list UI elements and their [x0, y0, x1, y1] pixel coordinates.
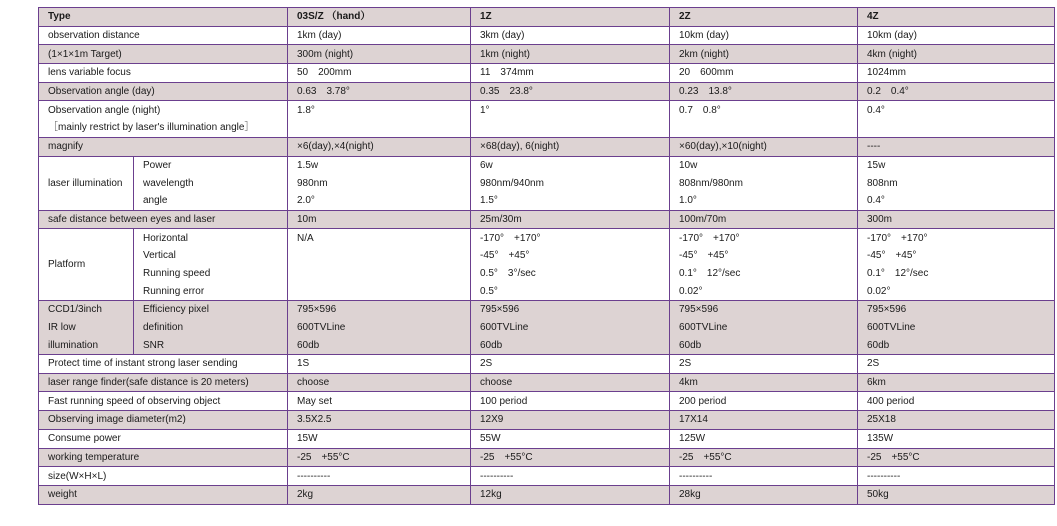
cell-03sz: 600TVLine — [288, 319, 471, 337]
cell-1z: 0.35 23.8° — [471, 82, 670, 101]
row-sublabel: Efficiency pixel — [134, 301, 288, 319]
row-sublabel: Horizontal — [134, 229, 288, 247]
cell-4z: 1024mm — [858, 64, 1055, 83]
row-label: safe distance between eyes and laser — [39, 210, 288, 229]
row-label: Observation angle (night) — [39, 101, 288, 119]
cell-03sz: 15W — [288, 429, 471, 448]
cell-1z: 25m/30m — [471, 210, 670, 229]
cell-4z: ---- — [858, 137, 1055, 156]
header-03sz: 03S/Z （hand） — [288, 8, 471, 27]
cell-1z: ×68(day), 6(night) — [471, 137, 670, 156]
cell-03sz: N/A — [288, 229, 471, 247]
row-consume-power — [39, 429, 1055, 448]
row-image-diameter — [39, 411, 1055, 430]
row-protect-time — [39, 355, 1055, 374]
row-label: lens variable focus — [39, 64, 288, 83]
row-sublabel: wavelength — [134, 174, 288, 192]
cell-2z: 1.0° — [670, 192, 858, 210]
row-label: magnify — [39, 137, 288, 156]
cell-03sz: 300m (night) — [288, 45, 471, 64]
cell-4z: 0.4° — [858, 192, 1055, 210]
cell-1z: -170° +170° — [471, 229, 670, 247]
cell-1z: 600TVLine — [471, 319, 670, 337]
cell-4z: -170° +170° — [858, 229, 1055, 247]
group-ccd-line2: IR low — [39, 319, 134, 337]
cell-1z: 3km (day) — [471, 26, 670, 45]
cell-03sz: choose — [288, 373, 471, 392]
cell-03sz: May set — [288, 392, 471, 411]
cell-03sz: 1S — [288, 355, 471, 374]
cell-2z: 795×596 — [670, 301, 858, 319]
cell-03sz: ---------- — [288, 467, 471, 486]
row-sublabel: SNR — [134, 336, 288, 354]
row-sublabel: Running speed — [134, 265, 288, 283]
cell-1z: 0.5° 3°/sec — [471, 265, 670, 283]
spec-table — [38, 7, 1055, 505]
cell-1z: 1.5° — [471, 192, 670, 210]
cell-03sz: -25 +55°C — [288, 448, 471, 467]
cell-4z: 15w — [858, 156, 1055, 174]
cell-03sz: 1.8° — [288, 101, 471, 119]
row-label: weight — [39, 485, 288, 504]
cell-2z: 125W — [670, 429, 858, 448]
row-safe-distance — [39, 210, 1055, 229]
cell-03sz — [288, 119, 471, 137]
header-1z: 1Z — [471, 8, 670, 27]
cell-03sz: 2.0° — [288, 192, 471, 210]
cell-4z: 60db — [858, 336, 1055, 354]
cell-1z: 1° — [471, 101, 670, 119]
cell-2z: 10w — [670, 156, 858, 174]
row-label: ［mainly restrict by laser's illumination angle］ — [39, 119, 288, 137]
cell-03sz: 795×596 — [288, 301, 471, 319]
row-label: working temperature — [39, 448, 288, 467]
row-sublabel: Running error — [134, 282, 288, 300]
row-size — [39, 467, 1055, 486]
cell-03sz: 1km (day) — [288, 26, 471, 45]
cell-03sz: 2kg — [288, 485, 471, 504]
cell-1z: 11 374mm — [471, 64, 670, 83]
cell-1z: 100 period — [471, 392, 670, 411]
cell-2z: 20 600mm — [670, 64, 858, 83]
row-lens-focus — [39, 64, 1055, 83]
row-magnify — [39, 137, 1055, 156]
row-platform-vertical — [39, 247, 1055, 265]
cell-4z: 300m — [858, 210, 1055, 229]
cell-1z: 55W — [471, 429, 670, 448]
cell-03sz: 60db — [288, 336, 471, 354]
cell-1z — [471, 119, 670, 137]
row-platform-horizontal — [39, 229, 1055, 247]
cell-4z: 0.1° 12°/sec — [858, 265, 1055, 283]
cell-1z: 0.5° — [471, 282, 670, 300]
cell-1z: 60db — [471, 336, 670, 354]
cell-03sz: 50 200mm — [288, 64, 471, 83]
row-ccd-snr — [39, 336, 1055, 354]
cell-1z: ---------- — [471, 467, 670, 486]
row-label: Observation angle (day) — [39, 82, 288, 101]
cell-2z: ---------- — [670, 467, 858, 486]
cell-1z: -25 +55°C — [471, 448, 670, 467]
row-working-temperature — [39, 448, 1055, 467]
cell-4z: 0.02° — [858, 282, 1055, 300]
cell-2z: 100m/70m — [670, 210, 858, 229]
row-label: Observing image diameter(m2) — [39, 411, 288, 430]
cell-03sz: 3.5X2.5 — [288, 411, 471, 430]
row-sublabel: Vertical — [134, 247, 288, 265]
row-sublabel: definition — [134, 319, 288, 337]
cell-2z: 17X14 — [670, 411, 858, 430]
cell-03sz — [288, 282, 471, 300]
cell-03sz — [288, 247, 471, 265]
cell-1z: 795×596 — [471, 301, 670, 319]
cell-2z: 200 period — [670, 392, 858, 411]
row-label: Fast running speed of observing object — [39, 392, 288, 411]
cell-4z — [858, 119, 1055, 137]
cell-03sz: 10m — [288, 210, 471, 229]
cell-2z: 2km (night) — [670, 45, 858, 64]
cell-03sz — [288, 265, 471, 283]
cell-03sz: ×6(day),×4(night) — [288, 137, 471, 156]
cell-2z: 2S — [670, 355, 858, 374]
cell-4z: 2S — [858, 355, 1055, 374]
cell-4z: 795×596 — [858, 301, 1055, 319]
cell-2z: 28kg — [670, 485, 858, 504]
group-platform: Platform — [39, 229, 134, 301]
cell-4z: 50kg — [858, 485, 1055, 504]
row-platform-error — [39, 282, 1055, 300]
cell-2z: 0.7 0.8° — [670, 101, 858, 119]
row-sublabel: angle — [134, 192, 288, 210]
row-laser-power — [39, 156, 1055, 174]
cell-1z: 12X9 — [471, 411, 670, 430]
row-range-finder — [39, 373, 1055, 392]
cell-2z: 60db — [670, 336, 858, 354]
row-weight — [39, 485, 1055, 504]
row-fast-speed — [39, 392, 1055, 411]
cell-1z: choose — [471, 373, 670, 392]
row-observation-distance — [39, 26, 1055, 45]
cell-2z: -25 +55°C — [670, 448, 858, 467]
row-sublabel: Power — [134, 156, 288, 174]
group-laser-illumination: laser illumination — [39, 156, 134, 210]
cell-2z: ×60(day),×10(night) — [670, 137, 858, 156]
cell-2z: -45° +45° — [670, 247, 858, 265]
cell-2z: 0.1° 12°/sec — [670, 265, 858, 283]
row-ccd-pixel — [39, 301, 1055, 319]
cell-4z: 135W — [858, 429, 1055, 448]
header-type: Type — [39, 8, 288, 27]
cell-4z: 25X18 — [858, 411, 1055, 430]
cell-1z: -45° +45° — [471, 247, 670, 265]
header-row — [39, 8, 1055, 27]
row-angle-night-note — [39, 119, 1055, 137]
row-angle-night — [39, 101, 1055, 119]
cell-4z: ---------- — [858, 467, 1055, 486]
cell-4z: -45° +45° — [858, 247, 1055, 265]
cell-4z: 10km (day) — [858, 26, 1055, 45]
row-label: laser range finder(safe distance is 20 meters) — [39, 373, 288, 392]
cell-4z: 400 period — [858, 392, 1055, 411]
cell-2z: 10km (day) — [670, 26, 858, 45]
cell-2z: 4km — [670, 373, 858, 392]
cell-4z: 6km — [858, 373, 1055, 392]
cell-2z: 808nm/980nm — [670, 174, 858, 192]
cell-4z: 0.4° — [858, 101, 1055, 119]
cell-4z: -25 +55°C — [858, 448, 1055, 467]
row-laser-wavelength — [39, 174, 1055, 192]
cell-4z: 600TVLine — [858, 319, 1055, 337]
row-laser-angle — [39, 192, 1055, 210]
row-label: Consume power — [39, 429, 288, 448]
row-label: Protect time of instant strong laser sending — [39, 355, 288, 374]
cell-4z: 808nm — [858, 174, 1055, 192]
cell-03sz: 0.63 3.78° — [288, 82, 471, 101]
cell-1z: 2S — [471, 355, 670, 374]
row-label: observation distance — [39, 26, 288, 45]
cell-03sz: 1.5w — [288, 156, 471, 174]
row-label: size(W×H×L) — [39, 467, 288, 486]
row-target — [39, 45, 1055, 64]
cell-4z: 4km (night) — [858, 45, 1055, 64]
header-2z: 2Z — [670, 8, 858, 27]
cell-1z: 12kg — [471, 485, 670, 504]
row-angle-day — [39, 82, 1055, 101]
cell-2z: 0.23 13.8° — [670, 82, 858, 101]
cell-2z — [670, 119, 858, 137]
cell-2z: 0.02° — [670, 282, 858, 300]
group-ccd-line1: CCD1/3inch — [39, 301, 134, 319]
cell-1z: 1km (night) — [471, 45, 670, 64]
row-ccd-definition — [39, 319, 1055, 337]
cell-03sz: 980nm — [288, 174, 471, 192]
cell-4z: 0.2 0.4° — [858, 82, 1055, 101]
row-label: (1×1×1m Target) — [39, 45, 288, 64]
cell-1z: 980nm/940nm — [471, 174, 670, 192]
cell-2z: -170° +170° — [670, 229, 858, 247]
cell-2z: 600TVLine — [670, 319, 858, 337]
group-ccd-line3: illumination — [39, 336, 134, 354]
cell-1z: 6w — [471, 156, 670, 174]
header-4z: 4Z — [858, 8, 1055, 27]
row-platform-speed — [39, 265, 1055, 283]
